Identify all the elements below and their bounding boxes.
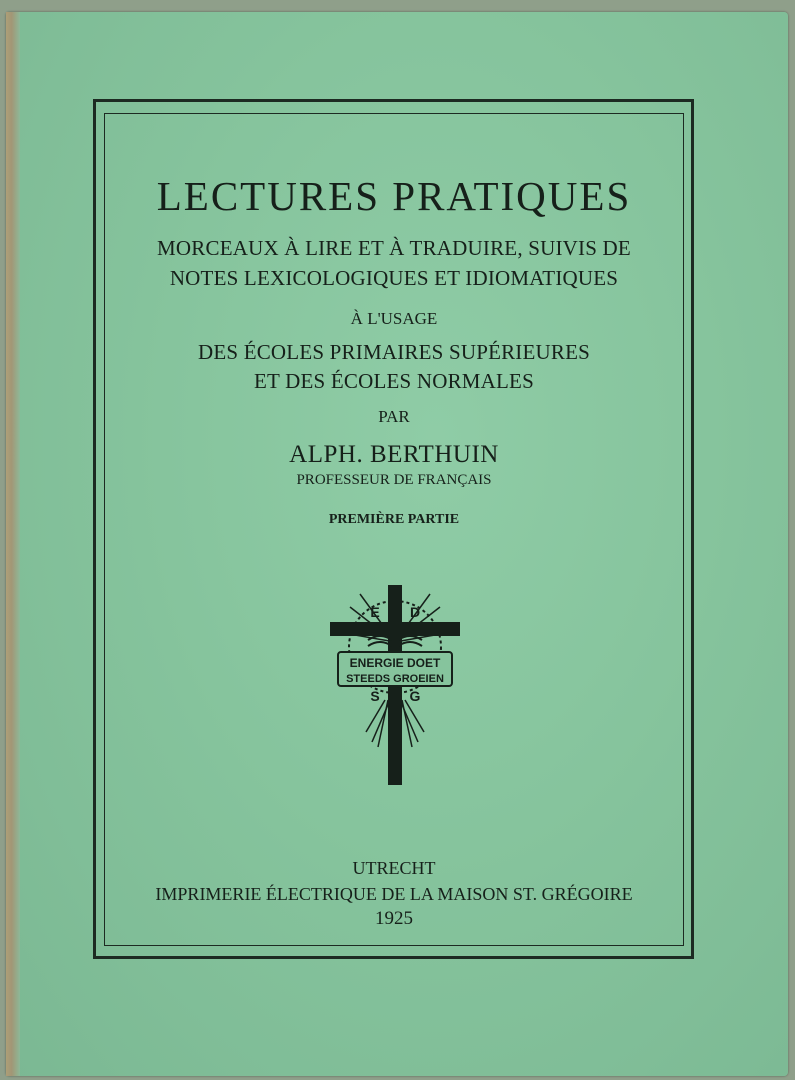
emblem-letter-s: S	[370, 688, 380, 704]
emblem-letter-e: E	[370, 604, 380, 620]
emblem-letter-g: G	[409, 688, 421, 704]
publisher-city: UTRECHT	[352, 858, 436, 878]
publication-year: 1925	[375, 908, 413, 929]
subtitle-line-2: NOTES LEXICOLOGIQUES ET IDIOMATIQUES	[169, 266, 619, 290]
emblem-cross-horizontal	[330, 622, 460, 636]
part-label: PREMIÈRE PARTIE	[328, 512, 460, 527]
emblem-letter-d: D	[409, 604, 421, 620]
usage-label: À L'USAGE	[350, 309, 438, 328]
schools-line-2: ET DES ÉCOLES NORMALES	[254, 369, 534, 393]
author-name: ALPH. BERTHUIN	[289, 441, 499, 468]
schools-line-1: DES ÉCOLES PRIMAIRES SUPÉRIEURES	[197, 340, 591, 364]
by-label: PAR	[378, 407, 410, 426]
emblem-motto-line-1: ENERGIE DOET	[349, 656, 441, 670]
publisher-name: IMPRIMERIE ÉLECTRIQUE DE LA MAISON ST. GRÉGOIRE	[155, 884, 633, 904]
author-role: PROFESSEUR DE FRANÇAIS	[296, 472, 492, 488]
subtitle-line-1: MORCEAUX À LIRE ET À TRADUIRE, SUIVIS DE	[157, 236, 631, 260]
publisher-emblem	[330, 582, 460, 787]
book-spine-edge	[6, 12, 20, 1076]
book-title: LECTURES PRATIQUES	[156, 173, 632, 219]
emblem-motto-line-2: STEEDS GROEIEN	[346, 673, 444, 685]
